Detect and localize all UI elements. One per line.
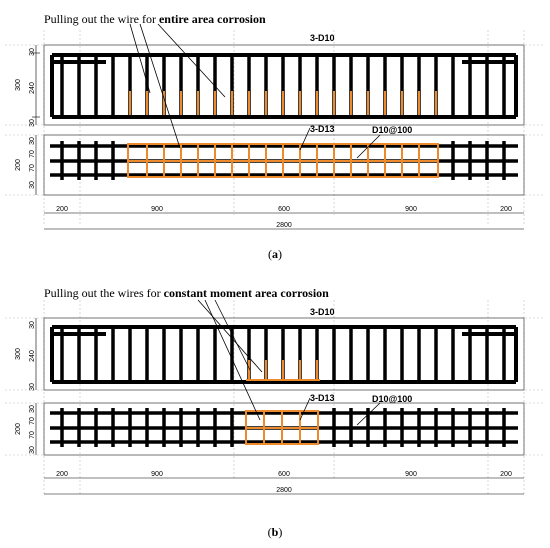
panel-a-caption: (a) [268, 247, 282, 261]
svg-text:70: 70 [29, 164, 36, 172]
panel-b-caption: (b) [267, 525, 283, 539]
svg-text:900: 900 [405, 206, 417, 213]
panel-b-top-bar-label: 3-D10 [310, 307, 335, 317]
svg-text:900: 900 [151, 206, 163, 213]
panel-a-top-bar-label: 3-D10 [310, 33, 335, 43]
panel-b-plan-dims [15, 403, 36, 455]
svg-text:2800: 2800 [276, 222, 292, 229]
panel-a-stirrup-label: D10@100 [372, 125, 413, 135]
svg-text:2800: 2800 [276, 487, 292, 494]
panel-b-elevation-dims [15, 318, 36, 391]
panel-b-bottom-bar-label: 3-D13 [310, 393, 335, 403]
svg-text:600: 600 [278, 206, 290, 213]
svg-text:70: 70 [29, 417, 36, 425]
svg-text:30: 30 [29, 48, 36, 56]
svg-text:240: 240 [29, 82, 36, 94]
panel-b [5, 286, 545, 539]
panel-a [5, 12, 545, 261]
svg-text:70: 70 [29, 431, 36, 439]
svg-text:70: 70 [29, 150, 36, 158]
panel-b-corrosion-wires-elevation [246, 360, 320, 380]
panel-a-bottom-bar-label: 3-D13 [310, 124, 335, 134]
svg-text:200: 200 [15, 423, 22, 435]
svg-text:30: 30 [29, 181, 36, 189]
panel-b-stirrup-label: D10@100 [372, 394, 413, 404]
svg-text:30: 30 [29, 405, 36, 413]
svg-text:30: 30 [29, 321, 36, 329]
svg-text:300: 300 [15, 79, 22, 91]
svg-text:600: 600 [278, 471, 290, 478]
svg-text:30: 30 [29, 119, 36, 127]
svg-text:900: 900 [151, 471, 163, 478]
panel-a-plan-dims [15, 135, 36, 195]
panel-a-elevation-dims [15, 45, 40, 127]
svg-text:200: 200 [500, 206, 512, 213]
panel-a-callout: Pulling out the wire for entire area corrosion [44, 12, 266, 26]
svg-text:200: 200 [15, 159, 22, 171]
svg-text:200: 200 [56, 471, 68, 478]
svg-text:30: 30 [29, 137, 36, 145]
panel-b-callout: Pulling out the wires for constant moment area corrosion [44, 286, 329, 300]
panel-b-guides [5, 300, 545, 495]
svg-text:300: 300 [15, 348, 22, 360]
svg-text:240: 240 [29, 350, 36, 362]
panel-a-corrosion-wires-plan [128, 144, 438, 177]
svg-text:30: 30 [29, 446, 36, 454]
panel-a-corrosion-wires-elevation [130, 91, 436, 115]
svg-text:200: 200 [500, 471, 512, 478]
panel-a-callout-leaders [130, 24, 380, 158]
svg-text:30: 30 [29, 383, 36, 391]
panel-a-span-dims [44, 206, 524, 229]
svg-text:200: 200 [56, 206, 68, 213]
panel-b-corrosion-wires-plan [246, 411, 318, 444]
panel-a-guides [5, 30, 545, 225]
panel-b-span-dims [44, 471, 524, 494]
svg-text:900: 900 [405, 471, 417, 478]
